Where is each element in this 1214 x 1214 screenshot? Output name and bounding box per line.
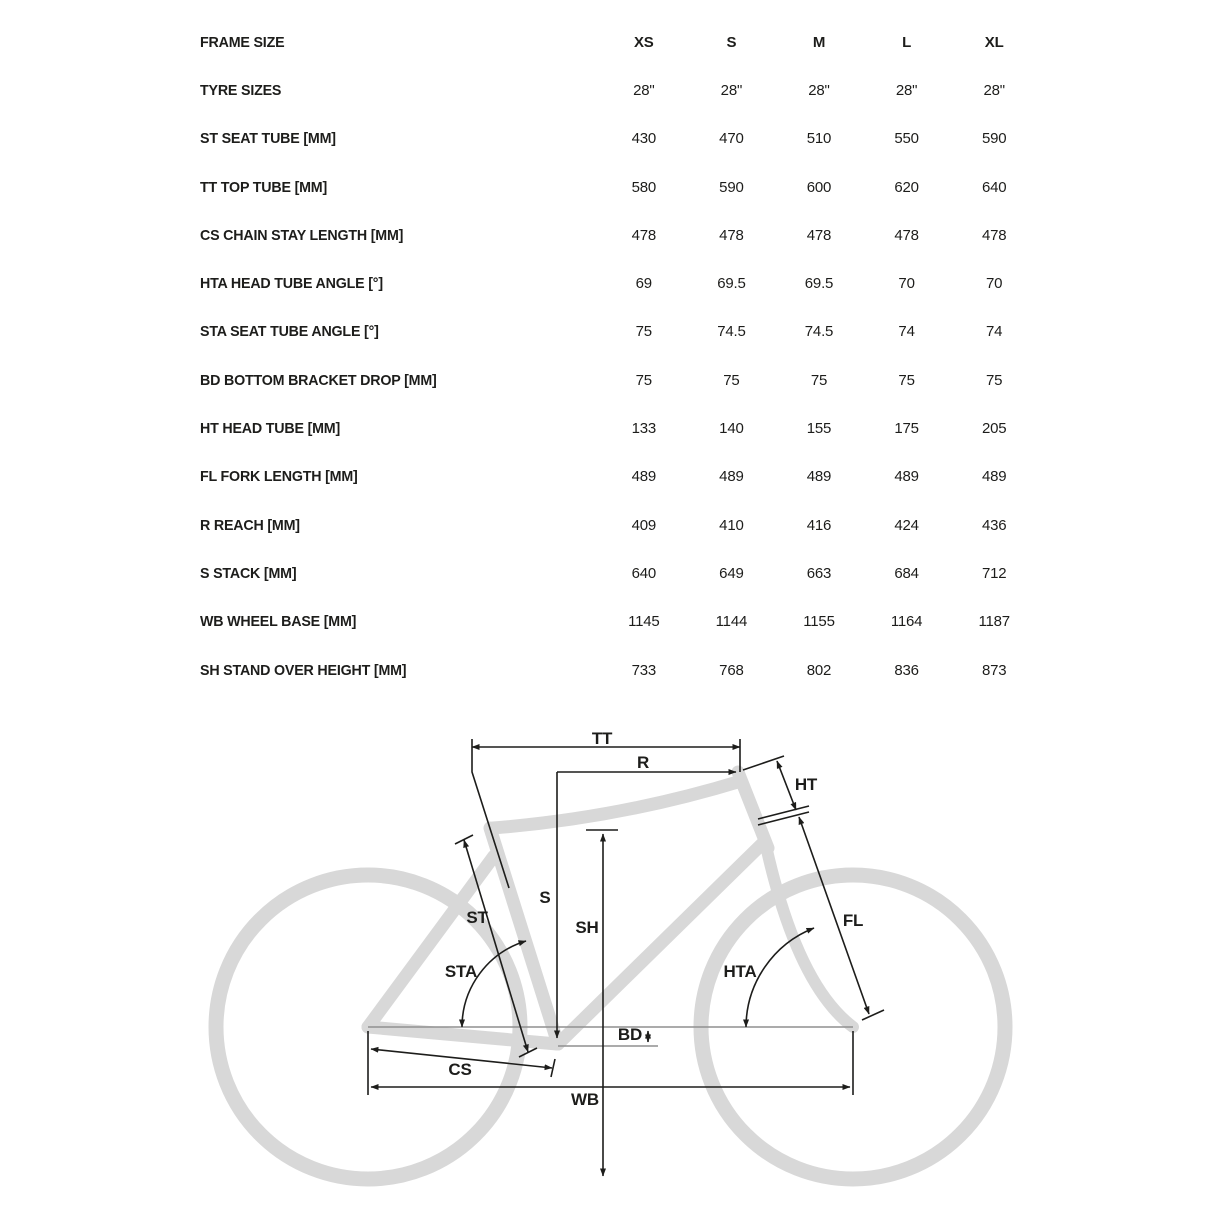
spec-value: 478 (981, 226, 1007, 244)
spec-value: 489 (894, 468, 919, 486)
spec-label: TYRE SIZES (200, 81, 282, 99)
spec-value: 74 (986, 323, 1003, 341)
diagram-label-ht: HT (794, 775, 818, 794)
spec-value: 580 (631, 178, 657, 196)
spec-value: 75 (810, 371, 828, 389)
spec-label: TT TOP TUBE [MM] (200, 178, 328, 196)
spec-value: 733 (631, 661, 657, 679)
break-mark (758, 806, 809, 819)
spec-value: 74 (898, 323, 915, 341)
spec-value: 640 (981, 178, 1007, 196)
spec-value: 600 (806, 178, 832, 196)
spec-value: 836 (894, 661, 919, 679)
spec-value: 1145 (628, 613, 660, 631)
spec-value: 140 (719, 420, 744, 438)
spec-value: 590 (719, 178, 744, 196)
diagram-label-st: ST (466, 908, 488, 927)
spec-value: 590 (981, 130, 1007, 148)
spec-value: 684 (894, 564, 919, 582)
spec-value: 802 (806, 661, 832, 679)
spec-value: 489 (631, 468, 657, 486)
spec-value: 550 (894, 130, 919, 148)
spec-label: FL FORK LENGTH [MM] (200, 468, 358, 486)
spec-value: 74.5 (717, 323, 746, 341)
spec-value: 416 (806, 516, 832, 534)
spec-value: 28" (808, 81, 830, 99)
spec-value: 133 (631, 420, 657, 438)
spec-value: 478 (806, 226, 832, 244)
diagram-label-tt: TT (591, 729, 613, 748)
size-column-header: XL (984, 33, 1004, 51)
spec-value: 424 (894, 516, 919, 534)
spec-value: 712 (981, 564, 1007, 582)
diagram-label-hta: HTA (723, 962, 757, 981)
spec-value: 489 (981, 468, 1007, 486)
spec-value: 75 (986, 371, 1003, 389)
spec-label: BD BOTTOM BRACKET DROP [MM] (200, 371, 437, 389)
spec-label: S STACK [MM] (200, 564, 297, 582)
spec-value: 75 (898, 371, 915, 389)
spec-value: 620 (894, 178, 919, 196)
spec-value: 69 (635, 275, 652, 293)
spec-label: WB WHEEL BASE [MM] (200, 613, 357, 631)
spec-value: 75 (635, 371, 652, 389)
spec-value: 478 (894, 226, 919, 244)
spec-value: 478 (631, 226, 657, 244)
spec-value: 28" (633, 81, 655, 99)
chain-stay-tube (368, 1027, 557, 1044)
diagram-label-cs: CS (448, 1060, 472, 1079)
spec-label: ST SEAT TUBE [MM] (200, 130, 336, 148)
diagram-label-fl: FL (842, 911, 864, 930)
diagram-label-bd: BD (617, 1025, 643, 1044)
spec-value: 768 (719, 661, 744, 679)
spec-value: 663 (806, 564, 832, 582)
spec-value: 873 (981, 661, 1007, 679)
st-dimension-line (464, 840, 528, 1052)
spec-value: 69.5 (717, 275, 746, 293)
size-column-header: XS (633, 33, 654, 51)
spec-value: 28" (983, 81, 1005, 99)
spec-value: 489 (806, 468, 832, 486)
spec-value: 28" (895, 81, 918, 99)
spec-value: 649 (719, 564, 744, 582)
spec-value: 74.5 (804, 323, 834, 341)
spec-value: 640 (631, 564, 657, 582)
spec-value: 1144 (715, 613, 748, 631)
size-column-header: S (726, 33, 737, 51)
spec-label: HT HEAD TUBE [MM] (200, 420, 341, 438)
size-column-header: M (812, 33, 826, 51)
spec-value: 510 (806, 130, 832, 148)
spec-value: 28" (720, 81, 743, 99)
fl-end-tick (862, 1010, 884, 1020)
top-tube (493, 781, 741, 828)
spec-value: 409 (631, 516, 657, 534)
diagram-label-s: S (539, 888, 551, 907)
spec-value: 1155 (803, 613, 835, 631)
spec-value: 75 (635, 323, 652, 341)
diagram-label-sh: SH (575, 918, 599, 937)
spec-value: 470 (719, 130, 744, 148)
spec-value: 155 (806, 420, 832, 438)
diagram-label-sta: STA (444, 962, 478, 981)
size-column-header: L (902, 33, 912, 51)
spec-value: 436 (981, 516, 1007, 534)
spec-label: FRAME SIZE (200, 33, 285, 51)
spec-value: 69.5 (804, 275, 834, 293)
spec-label: STA SEAT TUBE ANGLE [°] (200, 323, 379, 341)
spec-value: 489 (719, 468, 744, 486)
spec-value: 478 (719, 226, 744, 244)
spec-value: 175 (894, 420, 919, 438)
spec-value: 70 (986, 275, 1003, 293)
spec-label: R REACH [MM] (200, 516, 300, 534)
spec-value: 75 (723, 371, 740, 389)
spec-value: 70 (898, 275, 915, 293)
spec-label: SH STAND OVER HEIGHT [MM] (200, 661, 407, 679)
bike-frame-illustration (216, 772, 1005, 1179)
spec-value: 410 (719, 516, 744, 534)
diagram-labels (445, 729, 863, 1109)
diagram-label-wb: WB (571, 1090, 599, 1109)
spec-label: HTA HEAD TUBE ANGLE [°] (200, 275, 383, 293)
spec-value: 1187 (978, 613, 1010, 631)
spec-value: 205 (981, 420, 1007, 438)
spec-value: 430 (631, 130, 657, 148)
ht-dimension-line (777, 761, 796, 810)
spec-value: 1164 (890, 613, 923, 631)
spec-label: CS CHAIN STAY LENGTH [MM] (200, 226, 404, 244)
diagram-label-r: R (636, 753, 650, 772)
